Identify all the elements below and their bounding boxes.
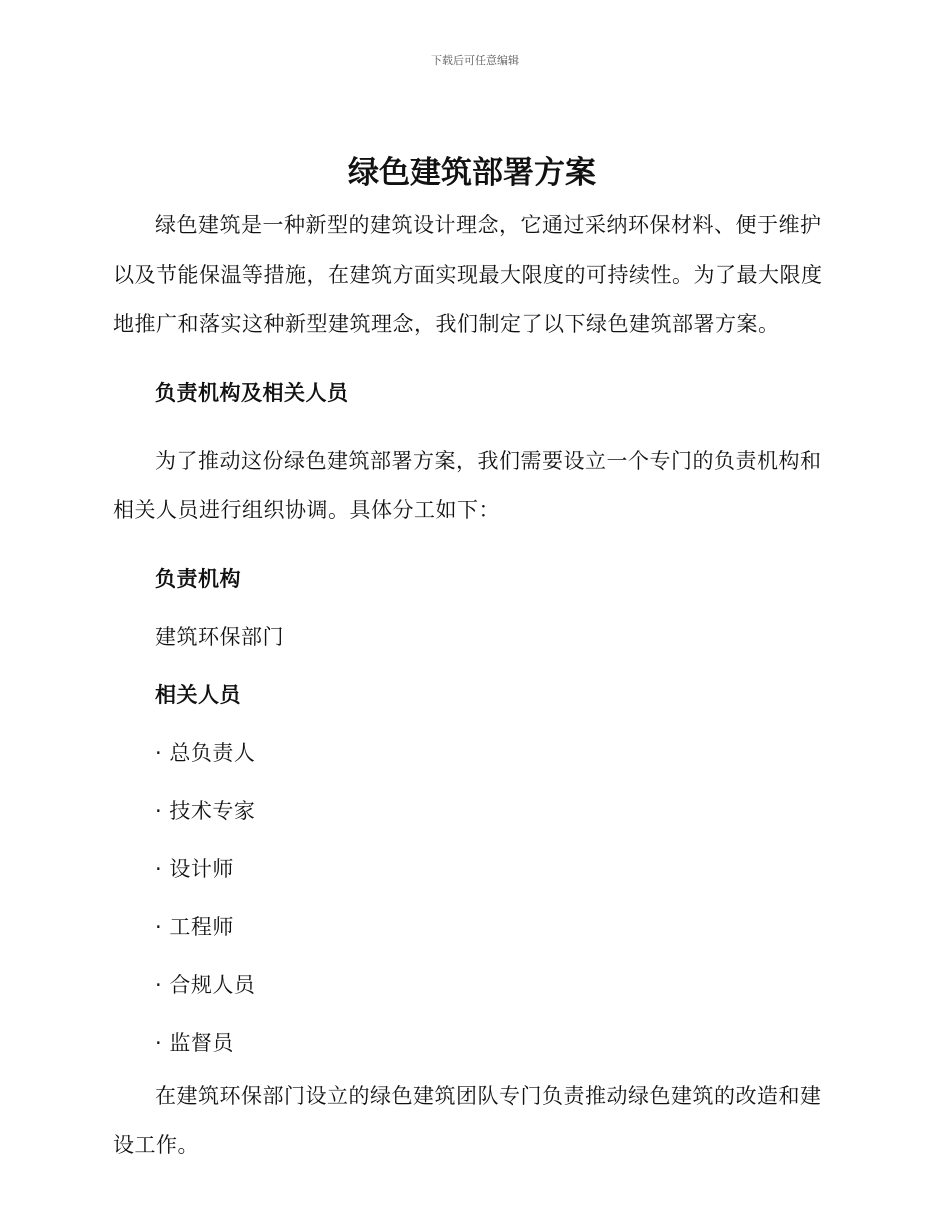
- spacer: [113, 1058, 831, 1072]
- list-item: · 技术专家: [155, 798, 256, 823]
- list-item: · 设计师: [155, 856, 234, 881]
- document-body: [113, 145, 831, 1171]
- staff-list: [113, 710, 831, 1058]
- document-title: 绿色建筑部署方案: [348, 155, 596, 191]
- spacer: [113, 710, 831, 739]
- intro-paragraph: 绿色建筑是一种新型的建筑设计理念，它通过采纳环保材料、便于维护以及节能保温等措施，在建筑方面实现最大限度的可持续性。为了最大限度地推广和落实这种新型建筑理念，我们制定了以下绿色建筑部署方案。: [113, 213, 823, 336]
- spacer: [113, 884, 831, 913]
- closing-paragraph: 在建筑环保部门设立的绿色建筑团队专门负责推动绿色建筑的改造和建设工作。: [113, 1083, 822, 1157]
- list-item: · 监督员: [155, 1030, 234, 1055]
- staff-heading: 相关人员: [155, 682, 241, 707]
- page-header-note: 下载后可任意编辑: [431, 54, 519, 67]
- spacer: [113, 536, 831, 565]
- spacer: [113, 826, 831, 855]
- org-value: 建筑环保部门: [155, 624, 284, 649]
- list-item: · 合规人员: [155, 972, 256, 997]
- list-item: · 总负责人: [155, 740, 256, 765]
- org-heading: 负责机构: [155, 566, 241, 591]
- spacer: [113, 408, 831, 437]
- list-item: · 工程师: [155, 914, 234, 939]
- spacer: [113, 768, 831, 797]
- spacer: [113, 350, 831, 379]
- section-heading-responsible: 负责机构及相关人员: [155, 380, 349, 405]
- section-paragraph-responsible: 为了推动这份绿色建筑部署方案，我们需要设立一个专门的负责机构和相关人员进行组织协调。具体分工如下：: [113, 448, 822, 522]
- spacer: [113, 594, 831, 623]
- spacer: [113, 942, 831, 971]
- spacer: [113, 1000, 831, 1029]
- spacer: [113, 652, 831, 681]
